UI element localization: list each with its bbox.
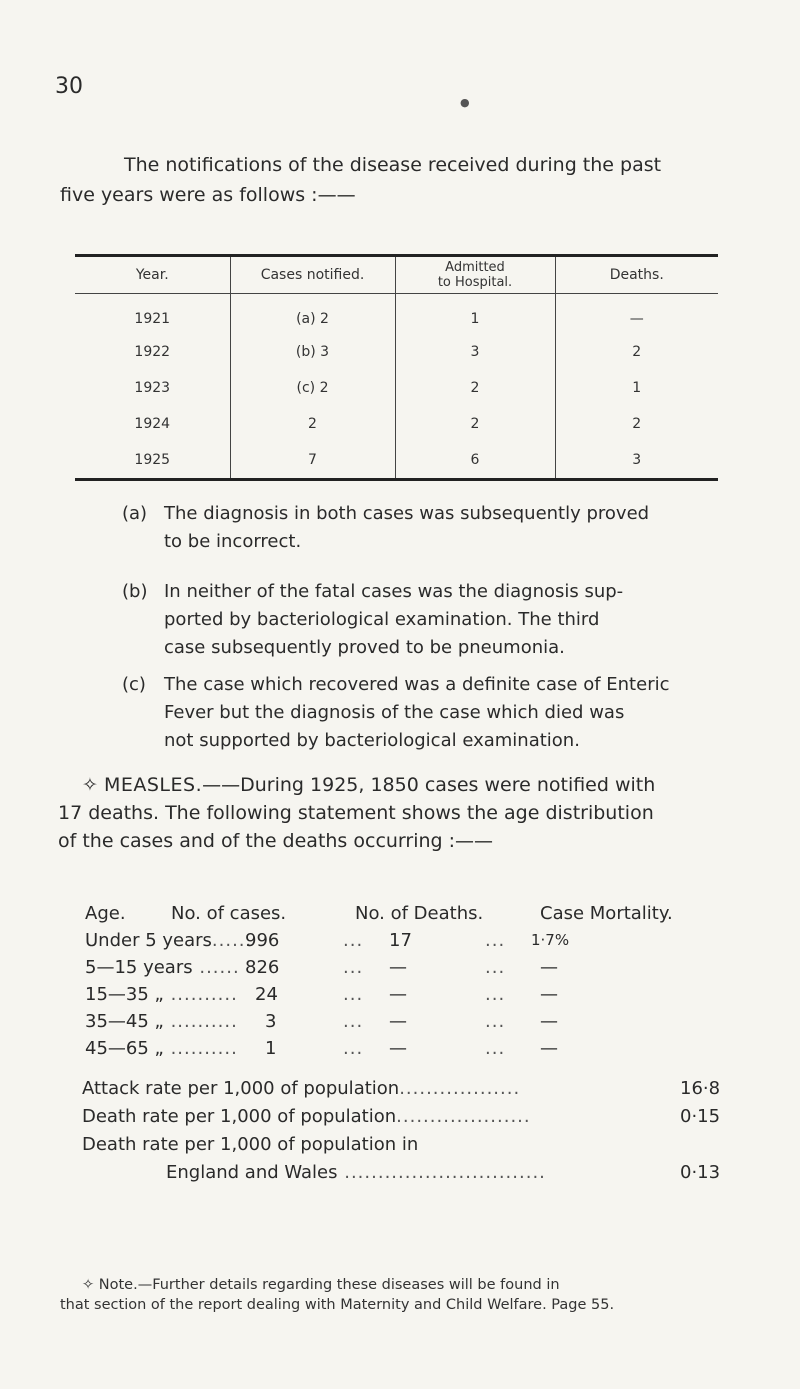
cases-header: No. of cases.	[171, 903, 287, 924]
age-table-row: 35—45 „ .......... 3 ... — ... —	[85, 1008, 775, 1035]
note-line: case subsequently proved to be pneumonia.	[164, 637, 565, 658]
cell-admitted: 6	[395, 442, 555, 480]
cell-deaths: 2	[555, 334, 718, 370]
table-header-row	[75, 256, 718, 294]
age-table-row: 15—35 „ .......... 24 ... — ... —	[85, 981, 775, 1008]
cell-deaths: 2	[555, 406, 718, 442]
age-table-row: 45—65 „ .......... 1 ... — ... —	[85, 1035, 775, 1062]
age-cell: 45—65 „	[85, 1038, 164, 1059]
attack-rate-label: Attack rate per 1,000 of population	[82, 1078, 400, 1099]
deaths-cell: —	[389, 1038, 407, 1059]
cell-year: 1922	[134, 344, 171, 360]
footnote-line-1: ✧ Note.—Further details regarding these diseases will be found in	[82, 1277, 560, 1293]
note-line: not supported by bacteriological examination.	[164, 730, 580, 751]
deaths-cell: 17	[389, 930, 412, 951]
note-b	[122, 578, 742, 662]
deaths-cell: —	[389, 957, 407, 978]
header-deaths: Deaths.	[555, 256, 718, 294]
age-cell: 15—35 „	[85, 984, 164, 1005]
attack-rate-row: Attack rate per 1,000 of population.................. 16·8	[82, 1075, 722, 1103]
age-cell: 5—15 years	[85, 957, 193, 978]
measles-line-3: of the cases and of the deaths occurring :——	[58, 830, 494, 852]
cell-cases: (c) 2	[230, 370, 395, 406]
cell-deaths: —	[555, 294, 718, 335]
measles-paragraph	[58, 771, 748, 855]
measles-line-1	[58, 771, 748, 799]
cell-admitted: 2	[395, 370, 555, 406]
measles-line-1-rest: ——During 1925, 1850 cases were notified with	[202, 774, 656, 796]
rates-block	[82, 1075, 722, 1187]
cell-cases: (b) 3	[230, 334, 395, 370]
cell-admitted: 3	[395, 334, 555, 370]
intro-paragraph	[60, 150, 750, 210]
age-cell: 35—45 „	[85, 1011, 164, 1032]
mortality-cell: —	[540, 1011, 558, 1032]
ew-rate-row-2: England and Wales .............................. 0·13	[82, 1159, 722, 1187]
header-admitted	[395, 256, 555, 294]
measles-line-2: 17 deaths. The following statement shows the age distribution	[58, 802, 654, 824]
age-header: Age.	[85, 903, 126, 924]
deaths-header: No. of Deaths.	[355, 903, 484, 924]
cell-cases: (a) 2	[230, 294, 395, 335]
asterism-icon: ✧	[82, 774, 98, 796]
header-year: Year.	[75, 256, 230, 294]
intro-line-1: The notifications of the disease received during the past	[124, 154, 662, 176]
note-label: (c)	[122, 674, 146, 695]
page-number: 30	[55, 74, 83, 99]
intro-line-2: five years were as follows :——	[60, 184, 356, 206]
header-cases: Cases notified.	[230, 256, 395, 294]
deaths-cell: —	[389, 1011, 407, 1032]
mortality-cell: —	[540, 1038, 558, 1059]
note-line: The case which recovered was a definite case of Enteric	[164, 674, 670, 695]
cases-cell: 24	[255, 984, 278, 1005]
mortality-cell: —	[540, 984, 558, 1005]
ink-dot: ●	[460, 96, 470, 109]
cell-deaths: 3	[555, 442, 718, 480]
cases-cell: 1	[265, 1038, 277, 1059]
cell-cases: 2	[230, 406, 395, 442]
deaths-cell: —	[389, 984, 407, 1005]
mortality-cell: —	[540, 957, 558, 978]
header-admitted-line-1: Admitted	[445, 260, 505, 275]
note-line: to be incorrect.	[164, 531, 302, 552]
note-label: (b)	[122, 581, 148, 602]
note-a	[122, 500, 742, 556]
footnote	[60, 1275, 750, 1315]
cell-admitted: 2	[395, 406, 555, 442]
age-cell: Under 5 years	[85, 930, 212, 951]
ew-rate-label-2: England and Wales	[166, 1162, 338, 1183]
cell-year: 1924	[134, 416, 171, 432]
ew-rate-label-1: Death rate per 1,000 of population in	[82, 1134, 419, 1155]
cell-year: 1923	[134, 380, 171, 396]
note-c	[122, 671, 742, 755]
table-row	[75, 442, 718, 480]
note-line: In neither of the fatal cases was the diagnosis sup-	[164, 581, 624, 602]
death-rate-value: 0·15	[680, 1106, 721, 1127]
table-row	[75, 334, 718, 370]
cell-year: 1925	[134, 452, 171, 468]
footnote-line-2: that section of the report dealing with Maternity and Child Welfare. Page 55.	[60, 1297, 615, 1313]
cell-admitted: 1	[395, 294, 555, 335]
measles-heading: MEASLES.	[103, 774, 203, 796]
cell-cases: 7	[230, 442, 395, 480]
cell-year: 1921	[134, 311, 171, 327]
mortality-header: Case Mortality.	[540, 903, 673, 924]
table-row	[75, 370, 718, 406]
table-row	[75, 294, 718, 335]
cases-cell: 3	[265, 1011, 277, 1032]
death-rate-row: Death rate per 1,000 of population.................... 0·15	[82, 1103, 722, 1131]
cell-deaths: 1	[555, 370, 718, 406]
note-line: The diagnosis in both cases was subsequently proved	[164, 503, 650, 524]
attack-rate-value: 16·8	[680, 1078, 721, 1099]
age-distribution-table	[85, 900, 775, 1062]
mortality-cell: 1·7%	[531, 931, 570, 949]
age-table-row: 5—15 years ...... 826 ... — ... —	[85, 954, 775, 981]
cases-cell: 826	[245, 957, 280, 978]
note-line: Fever but the diagnosis of the case which died was	[164, 702, 625, 723]
header-admitted-line-2: to Hospital.	[437, 275, 513, 290]
ew-rate-value: 0·13	[680, 1162, 721, 1183]
note-line: ported by bacteriological examination. The third	[164, 609, 600, 630]
notifications-table	[75, 254, 718, 481]
table-row	[75, 406, 718, 442]
cases-cell: 996	[245, 930, 280, 951]
age-table-row: Under 5 years...... 996 ... 17 ... 1·7%	[85, 927, 775, 954]
ew-rate-row-1	[82, 1131, 722, 1159]
death-rate-label: Death rate per 1,000 of population	[82, 1106, 397, 1127]
note-label: (a)	[122, 503, 148, 524]
age-table-header	[85, 900, 775, 927]
